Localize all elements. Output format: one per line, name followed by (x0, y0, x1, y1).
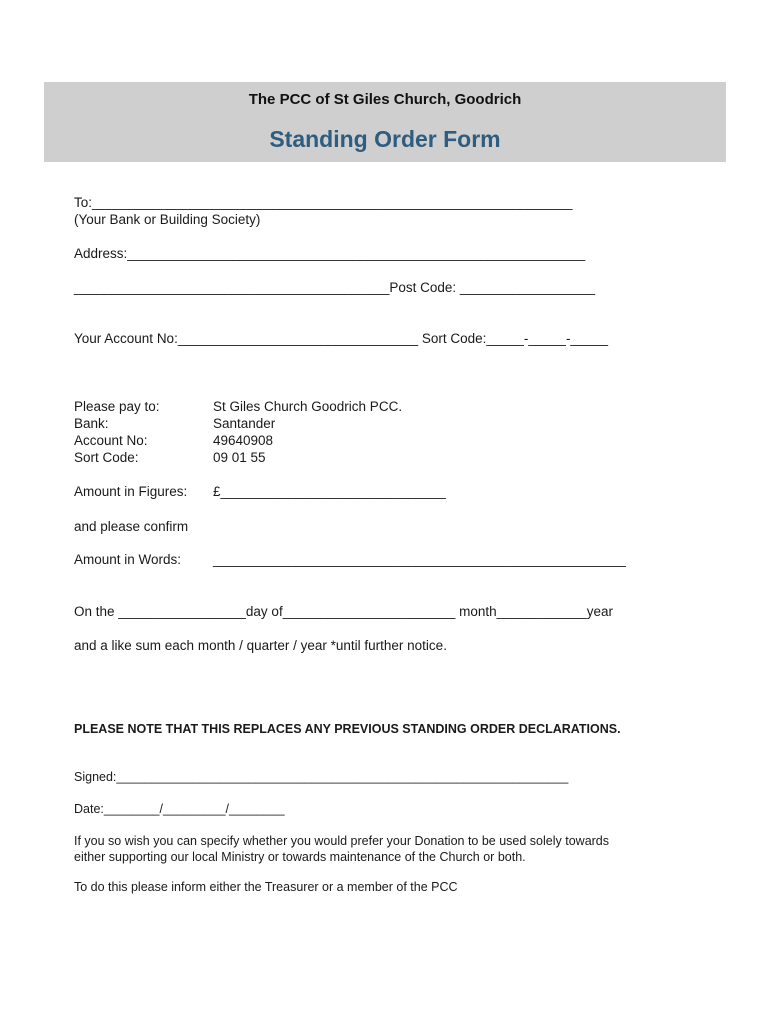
form-header (44, 82, 726, 162)
form-title: Standing Order Form (269, 126, 501, 152)
confirm-text: and please confirm (74, 519, 189, 534)
address-field[interactable]: Address:_____________________________________________________________ (74, 246, 586, 261)
organisation-name: The PCC of St Giles Church, Goodrich (248, 91, 522, 108)
inform-text: To do this please inform either the Treasurer or a member of the PCC (74, 880, 458, 894)
date-field[interactable]: Date:________/_________/________ (74, 802, 285, 816)
amount-figures-label: Amount in Figures: (74, 484, 188, 499)
replacement-notice: PLEASE NOTE THAT THIS REPLACES ANY PREVIOUS STANDING ORDER DECLARATIONS. (74, 722, 621, 736)
frequency-text: and a like sum each month / quarter / year *until further notice. (74, 638, 447, 653)
sort-code-label: Sort Code: (74, 450, 139, 465)
donation-info-line-2: either supporting our local Ministry or towards maintenance of the Church or both. (74, 850, 526, 864)
amount-words-label: Amount in Words: (74, 552, 182, 567)
pay-to-value: St Giles Church Goodrich PCC. (213, 399, 403, 414)
account-no-value: 49640908 (213, 433, 274, 448)
signature-field[interactable]: Signed:_________________________________________________________________ (74, 770, 569, 784)
bank-value: Santander (213, 416, 276, 431)
start-date-field[interactable]: On the _________________day of_______________________ month____________year (74, 604, 614, 619)
account-sortcode-field[interactable]: Your Account No:________________________________ Sort Code:_____-_____-_____ (74, 331, 608, 346)
donation-info-line-1: If you so wish you can specify whether you would prefer your Donation to be used solely towards (74, 834, 610, 848)
account-no-label: Account No: (74, 433, 148, 448)
bank-label: Bank: (74, 416, 109, 431)
amount-figures-field[interactable]: £______________________________ (213, 484, 446, 499)
sort-code-value: 09 01 55 (213, 450, 266, 465)
to-bank-field[interactable]: To:________________________________________________________________ (74, 195, 573, 210)
amount-words-field[interactable]: _______________________________________________________ (213, 552, 626, 567)
postcode-field[interactable]: __________________________________________Post Code: __________________ (74, 280, 596, 295)
pay-to-label: Please pay to: (74, 399, 160, 414)
to-bank-hint: (Your Bank or Building Society) (74, 212, 261, 227)
